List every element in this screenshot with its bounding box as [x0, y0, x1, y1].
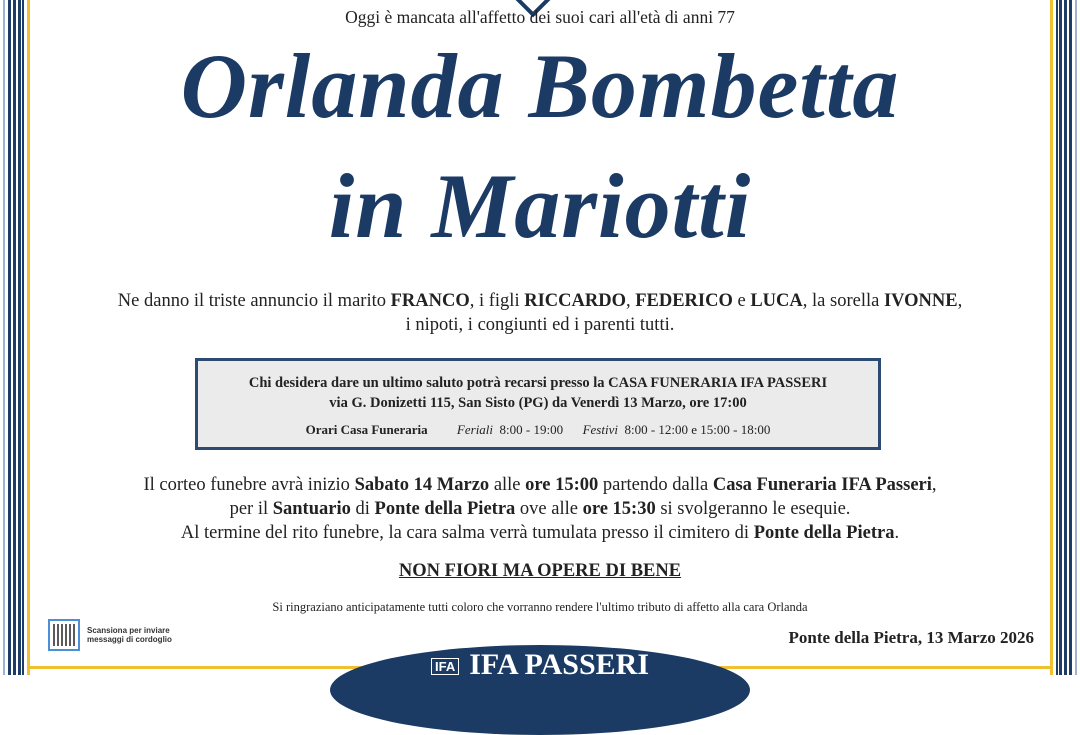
- visitation-box: [195, 358, 881, 450]
- place-date: Ponte della Pietra, 13 Marzo 2026: [788, 628, 1034, 647]
- right-border: [1050, 0, 1080, 675]
- opening-hours: Orari Casa Funeraria Feriali 8:00 - 19:00 Festivi 8:00 - 12:00 e 15:00 - 18:00: [305, 422, 771, 437]
- thanks-text: Si ringraziano anticipatamente tutti coloro che vorranno rendere l'ultimo tributo di affetto alla cara Orlanda: [272, 600, 808, 614]
- no-flowers: NON FIORI MA OPERE DI BENE: [398, 561, 682, 581]
- qr-code[interactable]: [48, 619, 80, 651]
- funeral-home-logo: IFA IFA PASSERI: [330, 645, 750, 735]
- deceased-married-name: in Mariotti: [328, 155, 752, 257]
- deceased-name: Orlanda Bombetta: [180, 35, 900, 137]
- visitation-line2: via G. Donizetti 115, San Sisto (PG) da Venerdì 13 Marzo, ore 17:00: [329, 395, 747, 411]
- funeral-details: Il corteo funebre avrà inizio Sabato 14 Marzo alle ore 15:00 partendo dalla Casa Funeraria IFA Passeri, per il Santuario di Ponte della Pietra ove alle ore 15:30 si svolgeranno le esequie. Al termine del rito funebre, la cara salma verrà tumulata presso il cimitero di Ponte della Pietra.: [143, 475, 937, 543]
- qr-caption: Scansiona per inviare messaggi di cordoglio: [87, 626, 172, 644]
- intro-text: Oggi è mancata all'affetto dei suoi cari all'età di anni 77: [345, 7, 735, 27]
- announcement: Ne danno il triste annuncio il marito FRANCO, i figli RICCARDO, FEDERICO e LUCA, la sorella IVONNE, i nipoti, i congiunti ed i parenti tutti.: [117, 291, 963, 335]
- left-border: [0, 0, 30, 675]
- visitation-line1: Chi desidera dare un ultimo saluto potrà recarsi presso la CASA FUNERARIA IFA PASSERI: [248, 375, 828, 391]
